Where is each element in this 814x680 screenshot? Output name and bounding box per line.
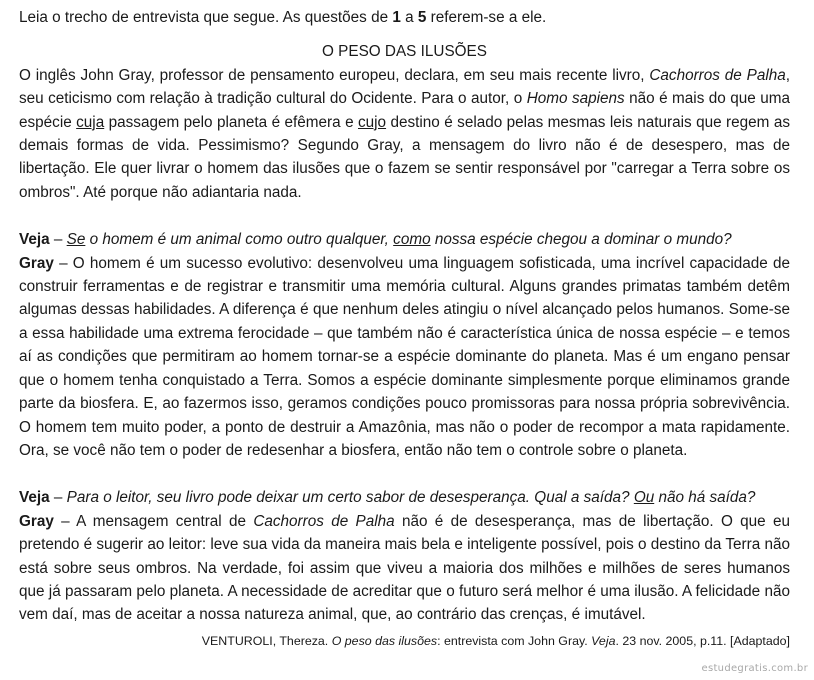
speaker-gray: Gray <box>19 512 54 530</box>
interview-question-1 <box>19 228 790 251</box>
document <box>19 6 790 649</box>
question-end-number: 5 <box>417 9 427 26</box>
dash: – <box>49 231 67 249</box>
reference-magazine: Veja <box>591 633 616 648</box>
homo-sapiens-term: Homo sapiens <box>526 90 625 108</box>
underlined-word-cujo: cujo <box>358 113 387 131</box>
reference-text: VENTUROLI, Thereza. <box>201 633 332 648</box>
answer-text: não é de desesperança, mas de libertação. O que eu pretendo é sugerir ao leitor: leve sua vida da maneira mais bela e inteligente possível, pois o destino da Terra não está sobre seus ombros. Na verdade, foi assim que viveu a maioria dos milhões e milhões de seres humanos que já passaram pelo planeta. A necessidade de acreditar que o futuro será melhor é uma ilusão. A felicidade não vem daí, mas de aceitar a nossa natureza animal, que, ao contrário das crenças, é imutável. <box>19 512 790 624</box>
intro-text: referem-se a ele. <box>426 9 547 26</box>
book-title: Cachorros de Palha <box>253 512 395 530</box>
question-start-number: 1 <box>392 9 401 26</box>
underlined-word-ou: Ou <box>633 489 655 507</box>
speaker-veja: Veja <box>19 489 50 507</box>
lead-text: passagem pelo planeta é efêmera e <box>104 113 358 131</box>
bibliographic-reference <box>19 633 790 649</box>
answer-1-text: – O homem é um sucesso evolutivo: desenvolveu uma linguagem sofisticada, uma incrível capacidade de construir ferramentas e de registrar e transmitir uma memória cultural. Alguns grandes primatas também detêm algumas dessas habilidades. A diferença é que nenhum deles atingiu o nível alcançado pelos humanos. Some-se a essa habilidade uma extrema ferocidade – que também não é característica única de nossa espécie – e temos aí as condições que permitiram ao homem tornar-se a espécie dominante do planeta. Mas é um engano pensar que o homem tenha conquistado a Terra. Somos a espécie dominante simplesmente porque eliminamos grande parte da biosfera. E, ao fazermos isso, geramos condições pouco promissoras para nossa própria sobrevivência. O homem tem muito poder, a ponto de destruir a Amazônia, mas não o poder de recompor a mata rapidamente. Ora, se você não tem o poder de redesenhar a biosfera, então não tem o controle sobre o planeta. <box>19 254 790 459</box>
lead-text: O inglês John Gray, professor de pensamento europeu, declara, em seu mais recente livro, <box>19 66 650 84</box>
speaker-veja: Veja <box>19 231 50 249</box>
interview-question-2 <box>19 486 790 509</box>
underlined-word-como: como <box>393 231 431 249</box>
lead-text: destino é selado pelas mesmas leis naturais que regem as demais formas de vida. Pessimismo? Segundo Gray, a mensagem do livro não é de desespero, mas de libertação. Ele quer livrar o homem das ilusões que o fazem se sentir responsável por "carregar a Terra sobre os ombros". Até porque não adiantaria nada. <box>19 113 790 201</box>
interview-answer-1 <box>19 252 790 463</box>
answer-text: – A mensagem central de <box>53 512 254 530</box>
reference-article-title: O peso das ilusões <box>331 633 438 648</box>
intro-text: a <box>400 9 418 26</box>
dash: – <box>49 489 67 507</box>
question-1-text <box>67 231 732 248</box>
underlined-word-cuja: cuja <box>76 113 105 131</box>
reference-text: : entrevista com John Gray. <box>437 633 592 648</box>
question-text: Para o leitor, seu livro pode deixar um certo sabor de desesperança. Qual a saída? <box>66 489 634 507</box>
intro-text: Leia o trecho de entrevista que segue. As questões de <box>19 9 393 26</box>
watermark: estudegratis.com.br <box>701 663 808 674</box>
underlined-word-se: Se <box>66 231 86 249</box>
book-title: Cachorros de Palha <box>649 66 786 84</box>
reference-text: . 23 nov. 2005, p.11. [Adaptado] <box>615 633 790 648</box>
question-2-text <box>67 489 756 506</box>
question-text: não há saída? <box>654 489 756 507</box>
intro-instruction <box>19 6 790 29</box>
interview-answer-2 <box>19 510 790 627</box>
speaker-gray: Gray <box>19 254 54 272</box>
article-lead-paragraph <box>19 64 790 204</box>
question-text: o homem é um animal como outro qualquer, <box>85 231 394 249</box>
question-text: nossa espécie chegou a dominar o mundo? <box>430 231 732 249</box>
lead-text: não é mais do que uma espécie <box>19 90 791 131</box>
article-title: O PESO DAS ILUSÕES <box>322 43 487 61</box>
lead-text: , seu ceticismo com relação à tradição cultural do Ocidente. Para o autor, o <box>19 66 791 108</box>
